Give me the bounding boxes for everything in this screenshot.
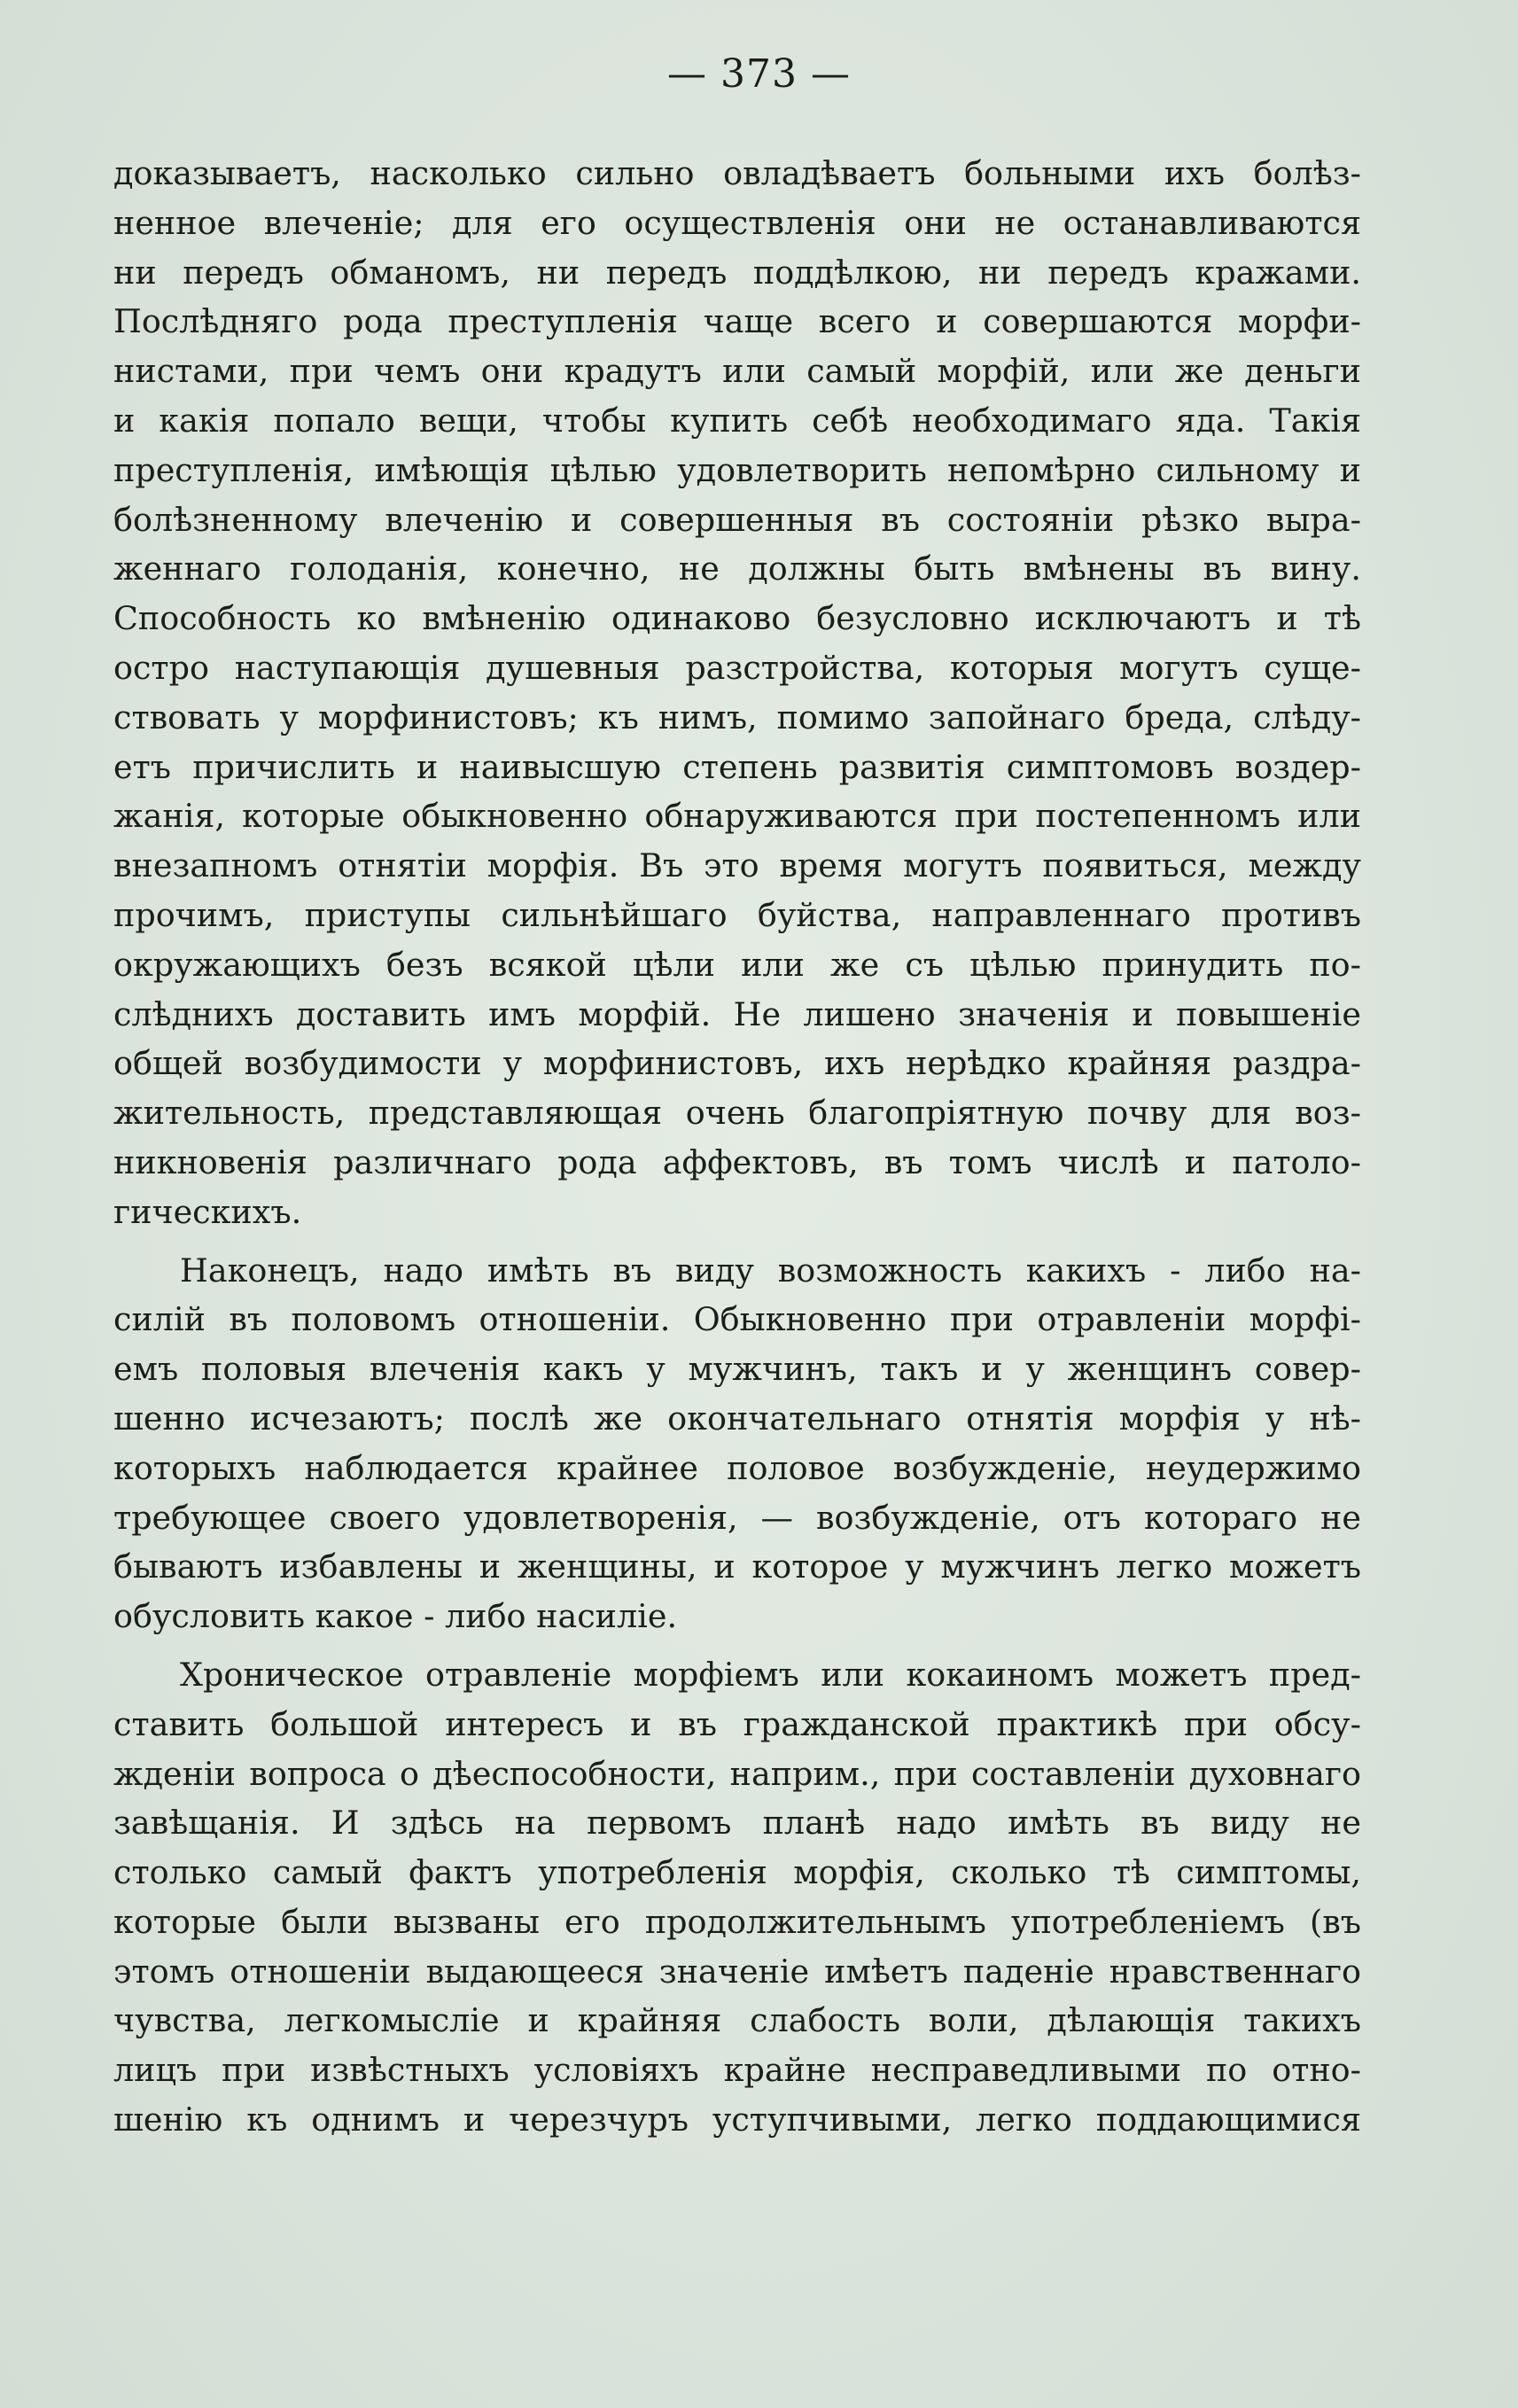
text-line: етъ причислить и наивысшую степень развитія симптомовъ воздер- xyxy=(113,747,1361,786)
text-line: жительность, представляющая очень благопріятную почву для воз- xyxy=(113,1094,1361,1133)
text-line: емъ половыя влеченія какъ у мужчинъ, такъ и у женщинъ совер- xyxy=(113,1350,1361,1389)
text-line: которыхъ наблюдается крайнее половое возбужденіе, неудержимо xyxy=(113,1448,1361,1487)
text-line: Способность ко вмѣненію одинаково безусловно исключаютъ и тѣ xyxy=(113,599,1361,638)
text-line: нистами, при чемъ они крадутъ или самый морфій, или же деньги xyxy=(113,352,1361,391)
paragraph-2 xyxy=(113,1246,1361,1641)
paragraph-3 xyxy=(113,1650,1361,2145)
text-line: жденіи вопроса о дѣеспособности, наприм., при составленіи духовнаго xyxy=(113,1754,1361,1793)
text-line: Послѣдняго рода преступленія чаще всего и совершаются морфи- xyxy=(113,302,1361,341)
paragraph-gap xyxy=(113,1641,1361,1650)
text-line: преступленія, имѣющія цѣлью удовлетворить непомѣрно сильному и xyxy=(113,450,1361,489)
text-line: ни передъ обманомъ, ни передъ поддѣлкою, ни передъ кражами. xyxy=(113,253,1361,292)
text-line: силій въ половомъ отношеніи. Обыкновенно при отравленіи морфі- xyxy=(113,1300,1361,1339)
text-line: болѣзненному влеченію и совершенныя въ состояніи рѣзко выра- xyxy=(113,500,1361,539)
text-line: шенно исчезаютъ; послѣ же окончательнаго отнятія морфія у нѣ- xyxy=(113,1399,1361,1438)
text-line: Наконецъ, надо имѣть въ виду возможность какихъ - либо на- xyxy=(180,1251,1361,1290)
text-line: и какія попало вещи, чтобы купить себѣ необходимаго яда. Такія xyxy=(113,401,1361,440)
text-line: которые были вызваны его продолжительнымъ употребленіемъ (въ xyxy=(113,1902,1361,1941)
text-line: внезапномъ отнятіи морфія. Въ это время могутъ появиться, между xyxy=(113,846,1361,885)
text-line: жанія, которые обыкновенно обнаруживаются при постепенномъ или xyxy=(113,797,1361,836)
paragraph-gap xyxy=(113,1237,1361,1246)
text-line: ставить большой интересъ и въ гражданской практикѣ при обсу- xyxy=(113,1704,1361,1743)
text-line: столько самый фактъ употребленія морфія, сколько тѣ симптомы, xyxy=(113,1853,1361,1892)
text-line: лицъ при извѣстныхъ условіяхъ крайне несправедливыми по отно- xyxy=(113,2051,1361,2090)
text-line: остро наступающія душевныя разстройства, которыя могутъ суще- xyxy=(113,648,1361,687)
text-line: прочимъ, приступы сильнѣйшаго буйства, направленнаго противъ xyxy=(113,895,1361,934)
text-line: гическихъ. xyxy=(113,1192,302,1231)
text-line: общей возбудимости у морфинистовъ, ихъ нерѣдко крайняя раздра- xyxy=(113,1044,1361,1083)
paragraph-1 xyxy=(113,149,1361,1237)
text-line: шенію къ однимъ и черезчуръ уступчивыми, легко поддающимися xyxy=(113,2100,1361,2139)
text-line: Хроническое отравленіе морфіемъ или кокаиномъ можетъ пред- xyxy=(180,1655,1361,1694)
body-text xyxy=(113,149,1361,2145)
text-line: завѣщанія. И здѣсь на первомъ планѣ надо имѣть въ виду не xyxy=(113,1804,1361,1843)
text-line: этомъ отношеніи выдающееся значеніе имѣетъ паденіе нравственнаго xyxy=(113,1952,1361,1991)
text-line: доказываетъ, насколько сильно овладѣваетъ больными ихъ болѣз- xyxy=(113,154,1361,192)
text-line: чувства, легкомысліе и крайняя слабость воли, дѣлающія такихъ xyxy=(113,2001,1361,2040)
text-line: женнаго голоданія, конечно, не должны быть вмѣнены въ вину. xyxy=(113,549,1361,588)
text-line: слѣднихъ доставить имъ морфій. Не лишено значенія и повышеніе xyxy=(113,994,1361,1033)
text-line: никновенія различнаго рода аффектовъ, въ томъ числѣ и патоло- xyxy=(113,1142,1361,1181)
text-line: требующее своего удовлетворенія, — возбужденіе, отъ котораго не xyxy=(113,1498,1361,1537)
text-line: окружающихъ безъ всякой цѣли или же съ цѣлью принудить по- xyxy=(113,945,1361,984)
text-line: обусловить какое - либо насиліе. xyxy=(113,1597,678,1636)
text-line: ненное влеченіе; для его осуществленія они не останавливаются xyxy=(113,203,1361,242)
text-line: ствовать у морфинистовъ; къ нимъ, помимо запойнаго бреда, слѣду- xyxy=(113,697,1361,736)
page-number: — 373 — xyxy=(667,51,851,97)
text-line: бываютъ избавлены и женщины, и которое у мужчинъ легко можетъ xyxy=(113,1547,1361,1586)
